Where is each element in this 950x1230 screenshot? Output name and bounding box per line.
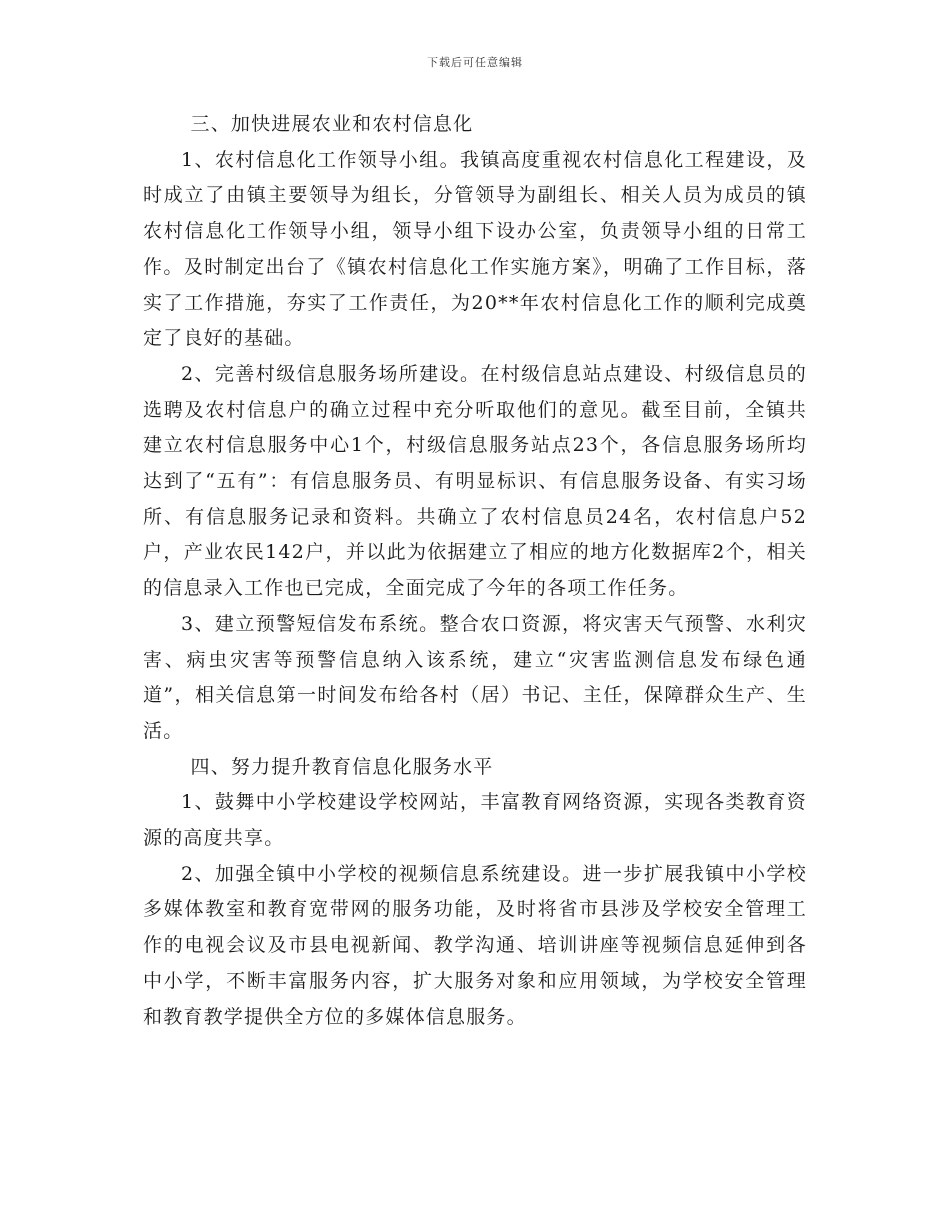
document-body (143, 107, 807, 1035)
paragraph-3-2: 2、完善村级信息服务场所建设。在村级信息站点建设、村级信息员的选聘及农村信息户的确立过程中充分听取他们的意见。截至目前，全镇共建立农村信息服务中心1个，村级信息服务站点23个，各信息服务场所均达到了“五有”：有信息服务员、有明显标识、有信息服务设备、有实习场所、有信息服务记录和资料。共确立了农村信息员24名，农村信息户52户，产业农民142户，并以此为依据建立了相应的地方化数据库2个，相关的信息录入工作也已完成，全面完成了今年的各项工作任务。 (143, 362, 807, 600)
paragraph-3-1: 1、农村信息化工作领导小组。我镇高度重视农村信息化工程建设，及时成立了由镇主要领导为组长，分管领导为副组长、相关人员为成员的镇农村信息化工作领导小组，领导小组下设办公室，负责领导小组的日常工作。及时制定出台了《镇农村信息化工作实施方案》，明确了工作目标，落实了工作措施，夯实了工作责任，为20**年农村信息化工作的顺利完成奠定了良好的基础。 (143, 148, 807, 350)
section-heading-3: 三、加快进展农业和农村信息化 (190, 113, 474, 135)
section-heading-4: 四、努力提升教育信息化服务水平 (190, 755, 494, 778)
paragraph-4-2: 2、加强全镇中小学校的视频信息系统建设。进一步扩展我镇中小学校多媒体教室和教育宽带网的服务功能，及时将省市县涉及学校安全管理工作的电视会议及市县电视新闻、教学沟通、培训讲座等视频信息延伸到各中小学，不断丰富服务内容，扩大服务对象和应用领域，为学校安全管理和教育教学提供全方位的多媒体信息服务。 (143, 862, 807, 1028)
paragraph-4-1: 1、鼓舞中小学校建设学校网站，丰富教育网络资源，实现各类教育资源的高度共享。 (143, 791, 807, 850)
page-header: 下载后可任意编辑 (427, 56, 523, 69)
paragraph-3-3: 3、建立预警短信发布系统。整合农口资源，将灾害天气预警、水利灾害、病虫灾害等预警信息纳入该系统，建立“灾害监测信息发布绿色通道”，相关信息第一时间发布给各村（居）书记、主任，保障群众生产、生活。 (143, 612, 807, 742)
